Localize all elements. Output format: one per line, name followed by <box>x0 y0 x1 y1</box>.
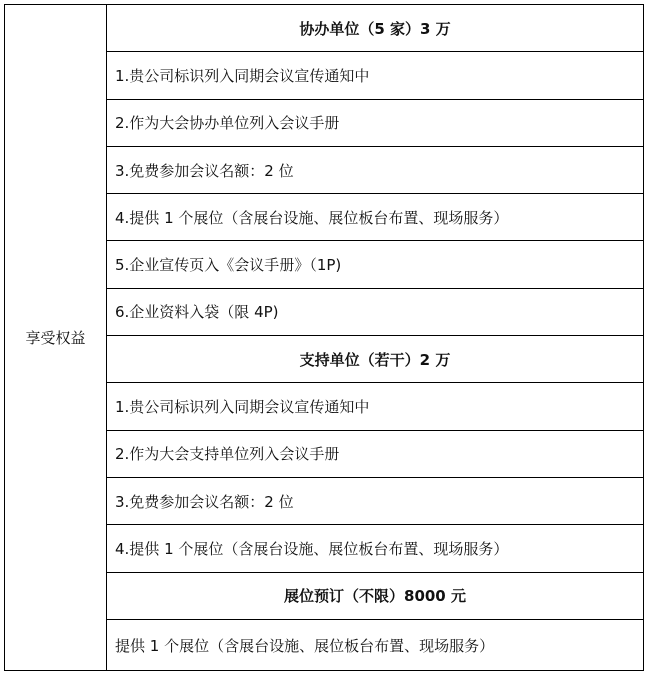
list-item: 2.作为大会协办单位列入会议手册 <box>107 99 644 146</box>
table-row <box>5 5 644 52</box>
section-header-booth: 展位预订（不限）8000 元 <box>107 572 644 619</box>
side-label: 享受权益 <box>5 5 107 671</box>
list-item: 4.提供 1 个展位（含展台设施、展位板台布置、现场服务） <box>107 525 644 572</box>
list-item: 5.企业宣传页入《会议手册》（1P) <box>107 241 644 288</box>
list-item: 6.企业资料入袋（限 4P) <box>107 288 644 335</box>
list-item: 1.贵公司标识列入同期会议宣传通知中 <box>107 52 644 99</box>
list-item: 3.免费参加会议名额：2 位 <box>107 477 644 524</box>
section-header-supporter: 支持单位（若干）2 万 <box>107 336 644 383</box>
list-item: 3.免费参加会议名额：2 位 <box>107 146 644 193</box>
list-item: 4.提供 1 个展位（含展台设施、展位板台布置、现场服务） <box>107 194 644 241</box>
list-item: 提供 1 个展位（含展台设施、展位板台布置、现场服务） <box>107 620 644 671</box>
benefits-table <box>4 4 644 671</box>
list-item: 2.作为大会支持单位列入会议手册 <box>107 430 644 477</box>
section-header-co-organizer: 协办单位（5 家）3 万 <box>107 5 644 52</box>
list-item: 1.贵公司标识列入同期会议宣传通知中 <box>107 383 644 430</box>
